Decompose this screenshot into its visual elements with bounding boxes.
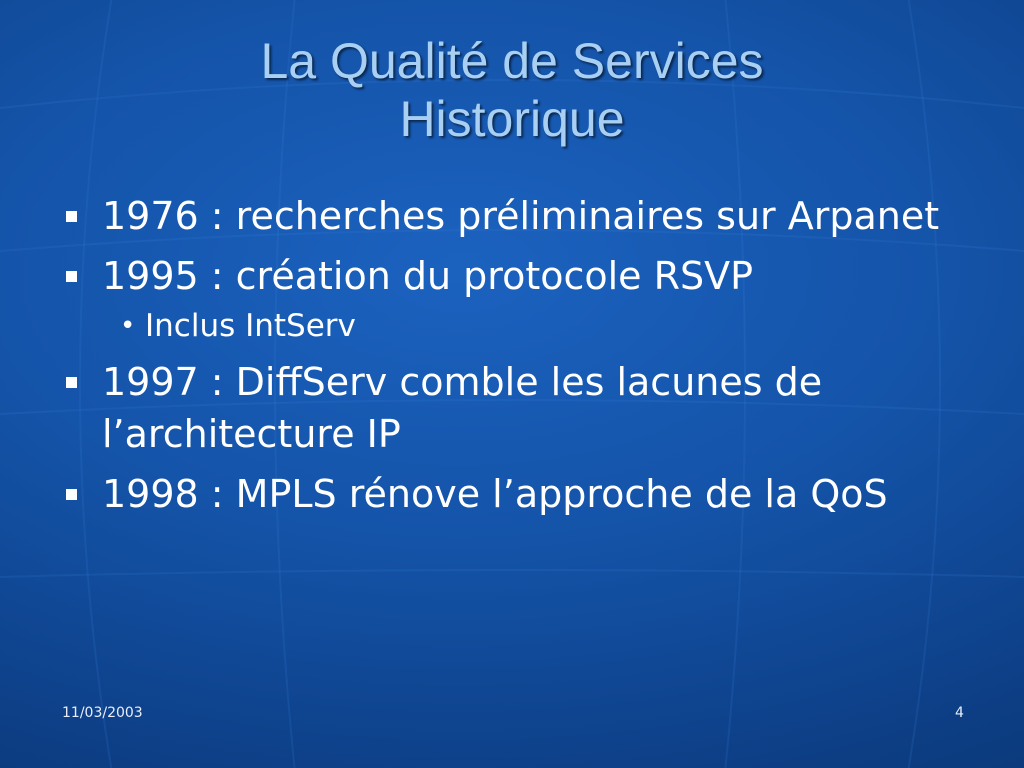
- list-item: [60, 250, 960, 302]
- list-item: [60, 468, 960, 520]
- title-line-1: La Qualité de Services: [260, 33, 764, 89]
- square-bullet-icon: [66, 377, 77, 388]
- bullet-list: [60, 190, 960, 528]
- dot-bullet-icon: •: [120, 311, 136, 341]
- list-item-text: 1976 : recherches préliminaires sur Arpanet: [102, 194, 940, 238]
- page-number: 4: [955, 705, 964, 721]
- square-bullet-icon: [66, 211, 77, 222]
- sub-list-item-text: Inclus IntServ: [145, 308, 356, 344]
- list-item-text: 1995 : création du protocole RSVP: [102, 254, 754, 298]
- square-bullet-icon: [66, 489, 77, 500]
- sub-list-item: [60, 306, 960, 346]
- list-item-text: 1997 : DiffServ comble les lacunes de l’architecture IP: [102, 360, 823, 456]
- title-line-2: Historique: [399, 91, 625, 147]
- slide-title: [0, 32, 1024, 148]
- list-item: [60, 190, 960, 242]
- footer-date: 11/03/2003: [62, 705, 143, 721]
- square-bullet-icon: [66, 271, 77, 282]
- list-item: [60, 356, 960, 460]
- list-item-text: 1998 : MPLS rénove l’approche de la QoS: [102, 472, 888, 516]
